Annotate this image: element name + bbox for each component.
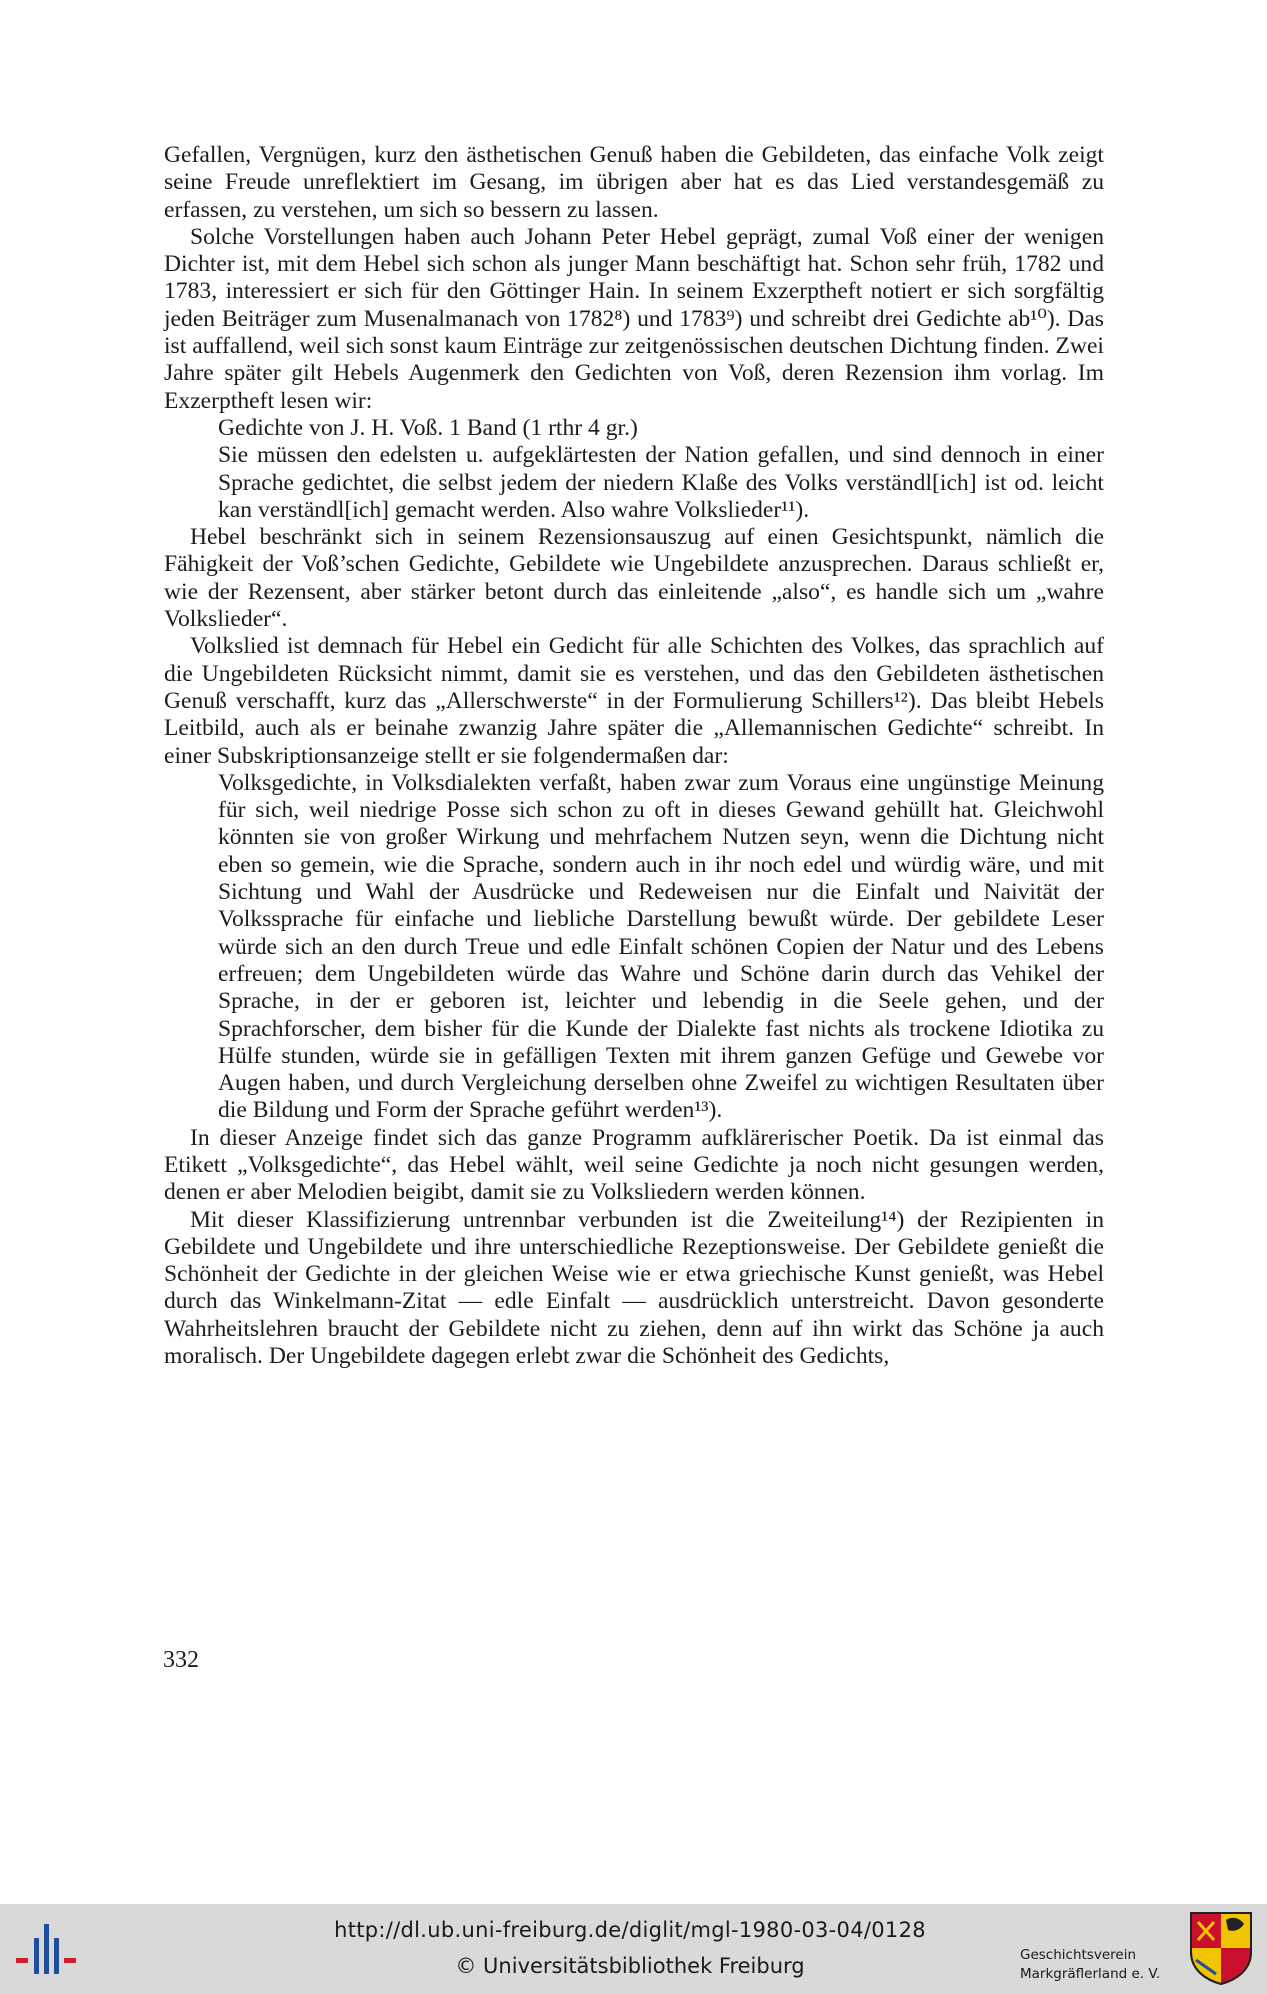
page-number: 332 [163,1647,199,1673]
paragraph-6: Mit dieser Klassifizierung untrennbar verbunden ist die Zweiteilung¹⁴) der Rezipienten in Gebildete und Ungebildete und ihre unterschiedliche Rezeptionsweise. Der Gebildete genießt die Schönheit der Gedichte in der gleichen Weise wie er etwa griechische Kunst genießt, was Hebel durch das Winkelmann-Zitat — edle Einfalt — ausdrücklich unterstreicht. Davon gesonderte Wahrheitslehren braucht der Gebildete nicht zu ziehen, denn auf ihn wirkt das Schöne ja auch moralisch. Der Ungebildete dagegen erlebt zwar die Schönheit des Gedichts, [164,1206,1104,1370]
quote-1-title: Gedichte von J. H. Voß. 1 Band (1 rthr 4 gr.) [218,414,638,441]
ub-freiburg-logo-icon[interactable] [14,1924,78,1974]
quote-1-body: Sie müssen den edelsten u. aufgeklärtesten der Nation gefallen, und sind dennoch in einer Sprache gedichtet, die selbst jedem der niedern Klaße des Volks verständl[ich] ist od. leicht kan verständl[ich] gemacht werden. Also wahre Volkslieder¹¹). [218,442,1104,523]
paragraph-2: Solche Vorstellungen haben auch Johann Peter Hebel geprägt, zumal Voß einer der wenigen Dichter ist, mit dem Hebel sich schon als junger Mann beschäftigt hat. Schon sehr früh, 1782 und 1783, interessiert er sich für den Göttinger Hain. In seinem Exzerptheft notiert er sich sorgfältig jeden Beiträger zum Musenalmanach von 1782⁸) und 1783⁹) und schreibt drei Gedichte ab¹⁰). Das ist auffallend, weil sich sonst kaum Einträge zur zeitgenössischen deutschen Dichtung finden. Zwei Jahre später gilt Hebels Augenmerk den Gedichten von Voß, deren Rezension ihm vorlag. Im Exzerptheft lesen wir: [164,223,1104,414]
body-text [164,142,1104,1370]
paragraph-3: Hebel beschränkt sich in seinem Rezensionsauszug auf einen Gesichtspunkt, nämlich die Fähigkeit der Voß’schen Gedichte, Gebildete wie Ungebildete anzusprechen. Daraus schließt er, wie der Rezensent, aber stärker betont durch das einleitende „also“, es handle sich um „wahre Volkslieder“. [164,524,1104,633]
paragraph-1: Gefallen, Vergnügen, kurz den ästhetischen Genuß haben die Gebildeten, das einfache Volk zeigt seine Freude unreflektiert im Gesang, im übrigen aber hat es das Lied verstandesgemäß zu erfassen, zu verstehen, um sich so bessern zu lassen. [164,142,1104,223]
paragraph-4: Volkslied ist demnach für Hebel ein Gedicht für alle Schichten des Volkes, das sprachlich auf die Ungebildeten Rücksicht nimmt, damit sie es verstehen, und das den Gebildeten ästhetischen Genuß verschafft, kurz das „Allerschwerste“ in der Formulierung Schillers¹²). Das bleibt Hebels Leitbild, auch als er beinahe zwanzig Jahre später die „Allemannischen Gedichte“ schreibt. In einer Subskriptionsanzeige stellt er sie folgendermaßen dar: [164,633,1104,769]
paragraph-5: In dieser Anzeige findet sich das ganze Programm aufklärerischer Poetik. Da ist einmal das Etikett „Volksgedichte“, das Hebel wählt, weil seine Gedichte ja noch nicht gesungen werden, denen er aber Melodien beigibt, damit sie zu Volksliedern werden können. [164,1124,1104,1206]
quote-2: Volksgedichte, in Volksdialekten verfaßt, haben zwar zum Voraus eine ungünstige Meinung für sich, weil niedrige Posse sich schon zu oft in dieses Gewand gehüllt hat. Gleichwohl könnten sie von großer Wirkung und mehrfachem Nutzen seyn, wenn die Dichtung nicht eben so gemein, wie die Sprache, sondern auch in ihr noch edel und würdig wäre, und mit Sichtung und Wahl der Ausdrücke und Redeweisen nur die Einfalt und Naivität der Volkssprache für einfache und liebliche Darstellung bewußt würde. Der gebildete Leser würde sich an den durch Treue und edle Einfalt schönen Copien der Natur und des Lebens erfreuen; dem Ungebildeten würde das Wahre und Schöne darin durch das Vehikel der Sprache, in der er geboren ist, leichter und lebendig in die Seele gehen, und der Sprachforscher, dem bisher für die Kunde der Dialekte fast nichts als trockene Idiotika zu Hülfe stunden, würde sie in gefälligen Texten mit ihrem ganzen Gefüge und Gewebe vor Augen haben, und durch Vergleichung derselben ohne Zweifel zu wichtigen Resultaten über die Bildung und Form der Sprache geführt werden¹³). [218,769,1104,1124]
coat-of-arms-icon[interactable] [1188,1910,1254,1986]
society-name [1020,1946,1180,1984]
society-name-line-1: Geschichtsverein [1020,1947,1136,1963]
footer-bar [0,1904,1267,1994]
copyright-text: © Universitätsbibliothek Freiburg [455,1954,805,1978]
society-name-line-2: Markgräflerland e. V. [1020,1966,1161,1982]
source-url-link[interactable]: http://dl.ub.uni-freiburg.de/diglit/mgl-1980-03-04/0128 [334,1918,926,1942]
